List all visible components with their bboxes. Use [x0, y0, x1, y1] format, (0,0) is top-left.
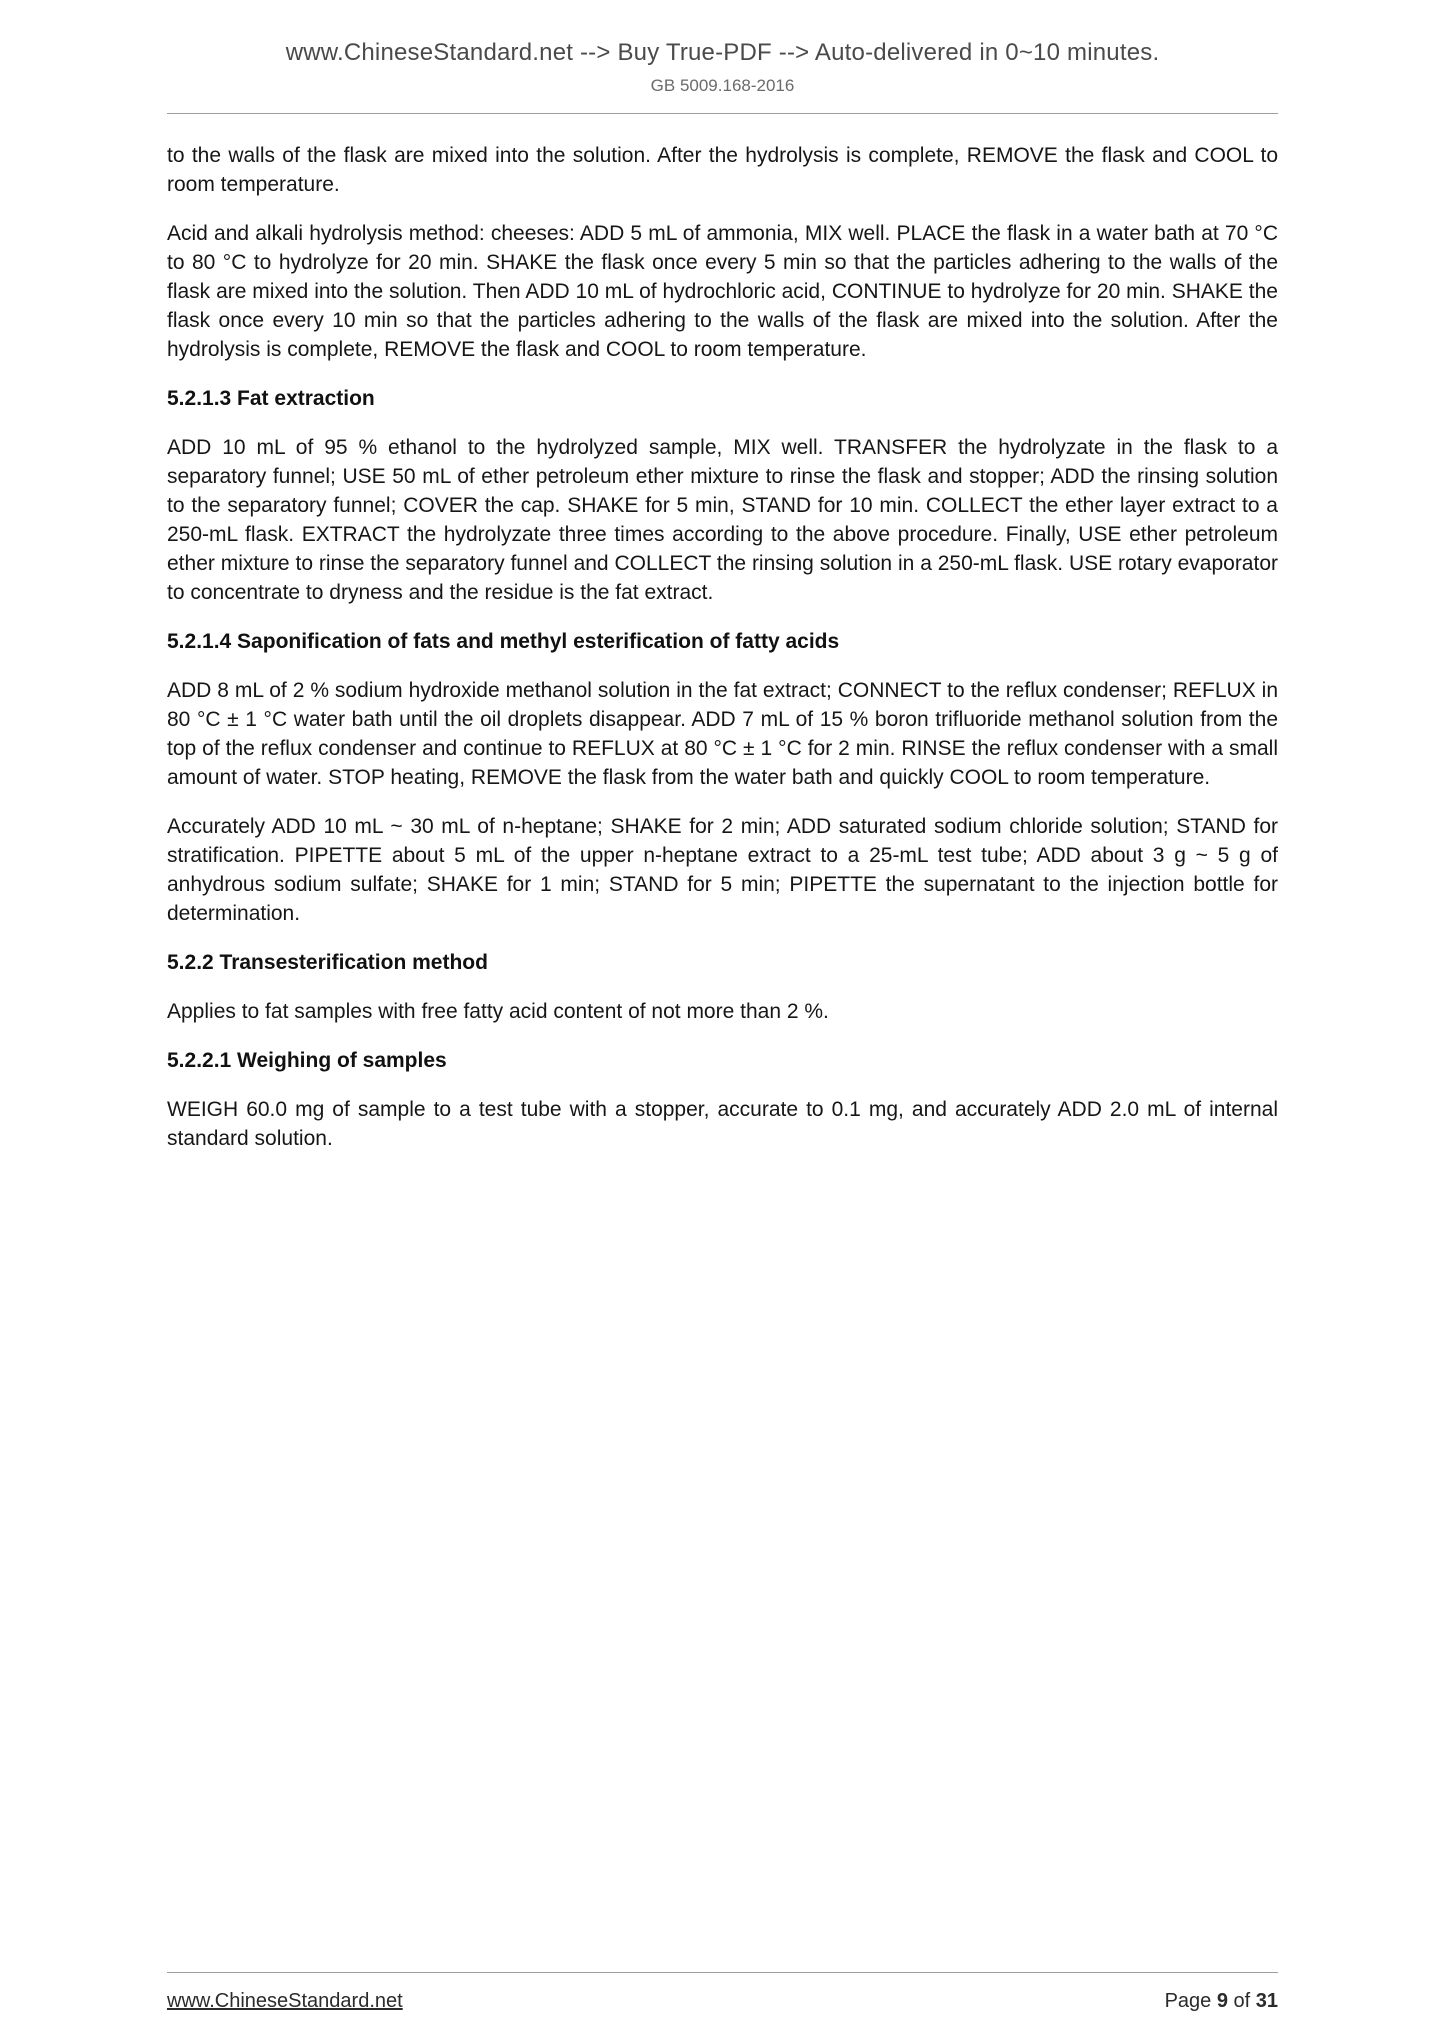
paragraph-weighing-of-samples: WEIGH 60.0 mg of sample to a test tube with a stopper, accurate to 0.1 mg, and accurately ADD 2.0 mL of internal standard solution.: [167, 1098, 1278, 1150]
heading-transesterification: 5.2.2 Transesterification method: [167, 951, 488, 974]
paragraph-hydrolysis-continued: to the walls of the flask are mixed into the solution. After the hydrolysis is complete, REMOVE the flask and COOL to room temperature.: [167, 144, 1278, 196]
page-footer: [167, 1972, 1278, 2014]
paragraph-transesterification-scope: Applies to fat samples with free fatty acid content of not more than 2 %.: [167, 1000, 829, 1023]
paragraph-acid-alkali-hydrolysis: Acid and alkali hydrolysis method: cheeses: ADD 5 mL of ammonia, MIX well. PLACE the flask in a water bath at 70 °C to 80 °C to hydrolyze for 20 min. SHAKE the flask once every 5 min so that the particles adhering to the walls of the flask are mixed into the solution. Then ADD 10 mL of hydrochloric acid, CONTINUE to hydrolyze for 20 min. SHAKE the flask once every 10 min so that the particles adhering to the walls of the flask are mixed into the solution. After the hydrolysis is complete, REMOVE the flask and COOL to room temperature.: [167, 222, 1278, 361]
page-indicator: [1165, 1988, 1278, 2014]
page-number-total: 31: [1255, 1990, 1278, 2012]
page-label-prefix: Page: [1164, 1990, 1217, 2012]
paragraph-saponification: ADD 8 mL of 2 % sodium hydroxide methanol solution in the fat extract; CONNECT to the reflux condenser; REFLUX in 80 °C ± 1 °C water bath until the oil droplets disappear. ADD 7 mL of 15 % boron trifluoride methanol solution from the top of the reflux condenser and continue to REFLUX at 80 °C ± 1 °C for 2 min. RINSE the reflux condenser with a small amount of water. STOP heating, REMOVE the flask from the water bath and quickly COOL to room temperature.: [167, 679, 1278, 789]
paragraph-n-heptane: Accurately ADD 10 mL ~ 30 mL of n-heptane; SHAKE for 2 min; ADD saturated sodium chloride solution; STAND for stratification. PIPETTE about 5 mL of the upper n-heptane extract to a 25-mL test tube; ADD about 3 g ~ 5 g of anhydrous sodium sulfate; SHAKE for 1 min; STAND for 5 min; PIPETTE the supernatant to the injection bottle for determination.: [167, 815, 1278, 925]
footer-divider: [167, 1972, 1278, 1973]
heading-weighing-of-samples: 5.2.2.1 Weighing of samples: [167, 1049, 447, 1072]
standard-number: GB 5009.168-2016: [650, 76, 795, 95]
page-label-separator: of: [1227, 1990, 1256, 2012]
footer-site-link[interactable]: www.ChineseStandard.net: [167, 1990, 403, 2012]
heading-fat-extraction: 5.2.1.3 Fat extraction: [167, 387, 375, 410]
page-header: [0, 0, 1445, 114]
header-tagline: www.ChineseStandard.net --> Buy True-PDF --> Auto-delivered in 0~10 minutes.: [285, 39, 1160, 66]
document-body: [0, 114, 1445, 1153]
paragraph-fat-extraction: ADD 10 mL of 95 % ethanol to the hydrolyzed sample, MIX well. TRANSFER the hydrolyzate in the flask to a separatory funnel; USE 50 mL of ether petroleum ether mixture to rinse the flask and stopper; ADD the rinsing solution to the separatory funnel; COVER the cap. SHAKE for 5 min, STAND for 10 min. COLLECT the ether layer extract to a 250-mL flask. EXTRACT the hydrolyzate three times according to the above procedure. Finally, USE ether petroleum ether mixture to rinse the separatory funnel and COLLECT the rinsing solution in a 250-mL flask. USE rotary evaporator to concentrate to dryness and the residue is the fat extract.: [167, 436, 1278, 604]
heading-saponification: 5.2.1.4 Saponification of fats and methyl esterification of fatty acids: [167, 630, 840, 653]
page-number-current: 9: [1216, 1990, 1228, 2012]
